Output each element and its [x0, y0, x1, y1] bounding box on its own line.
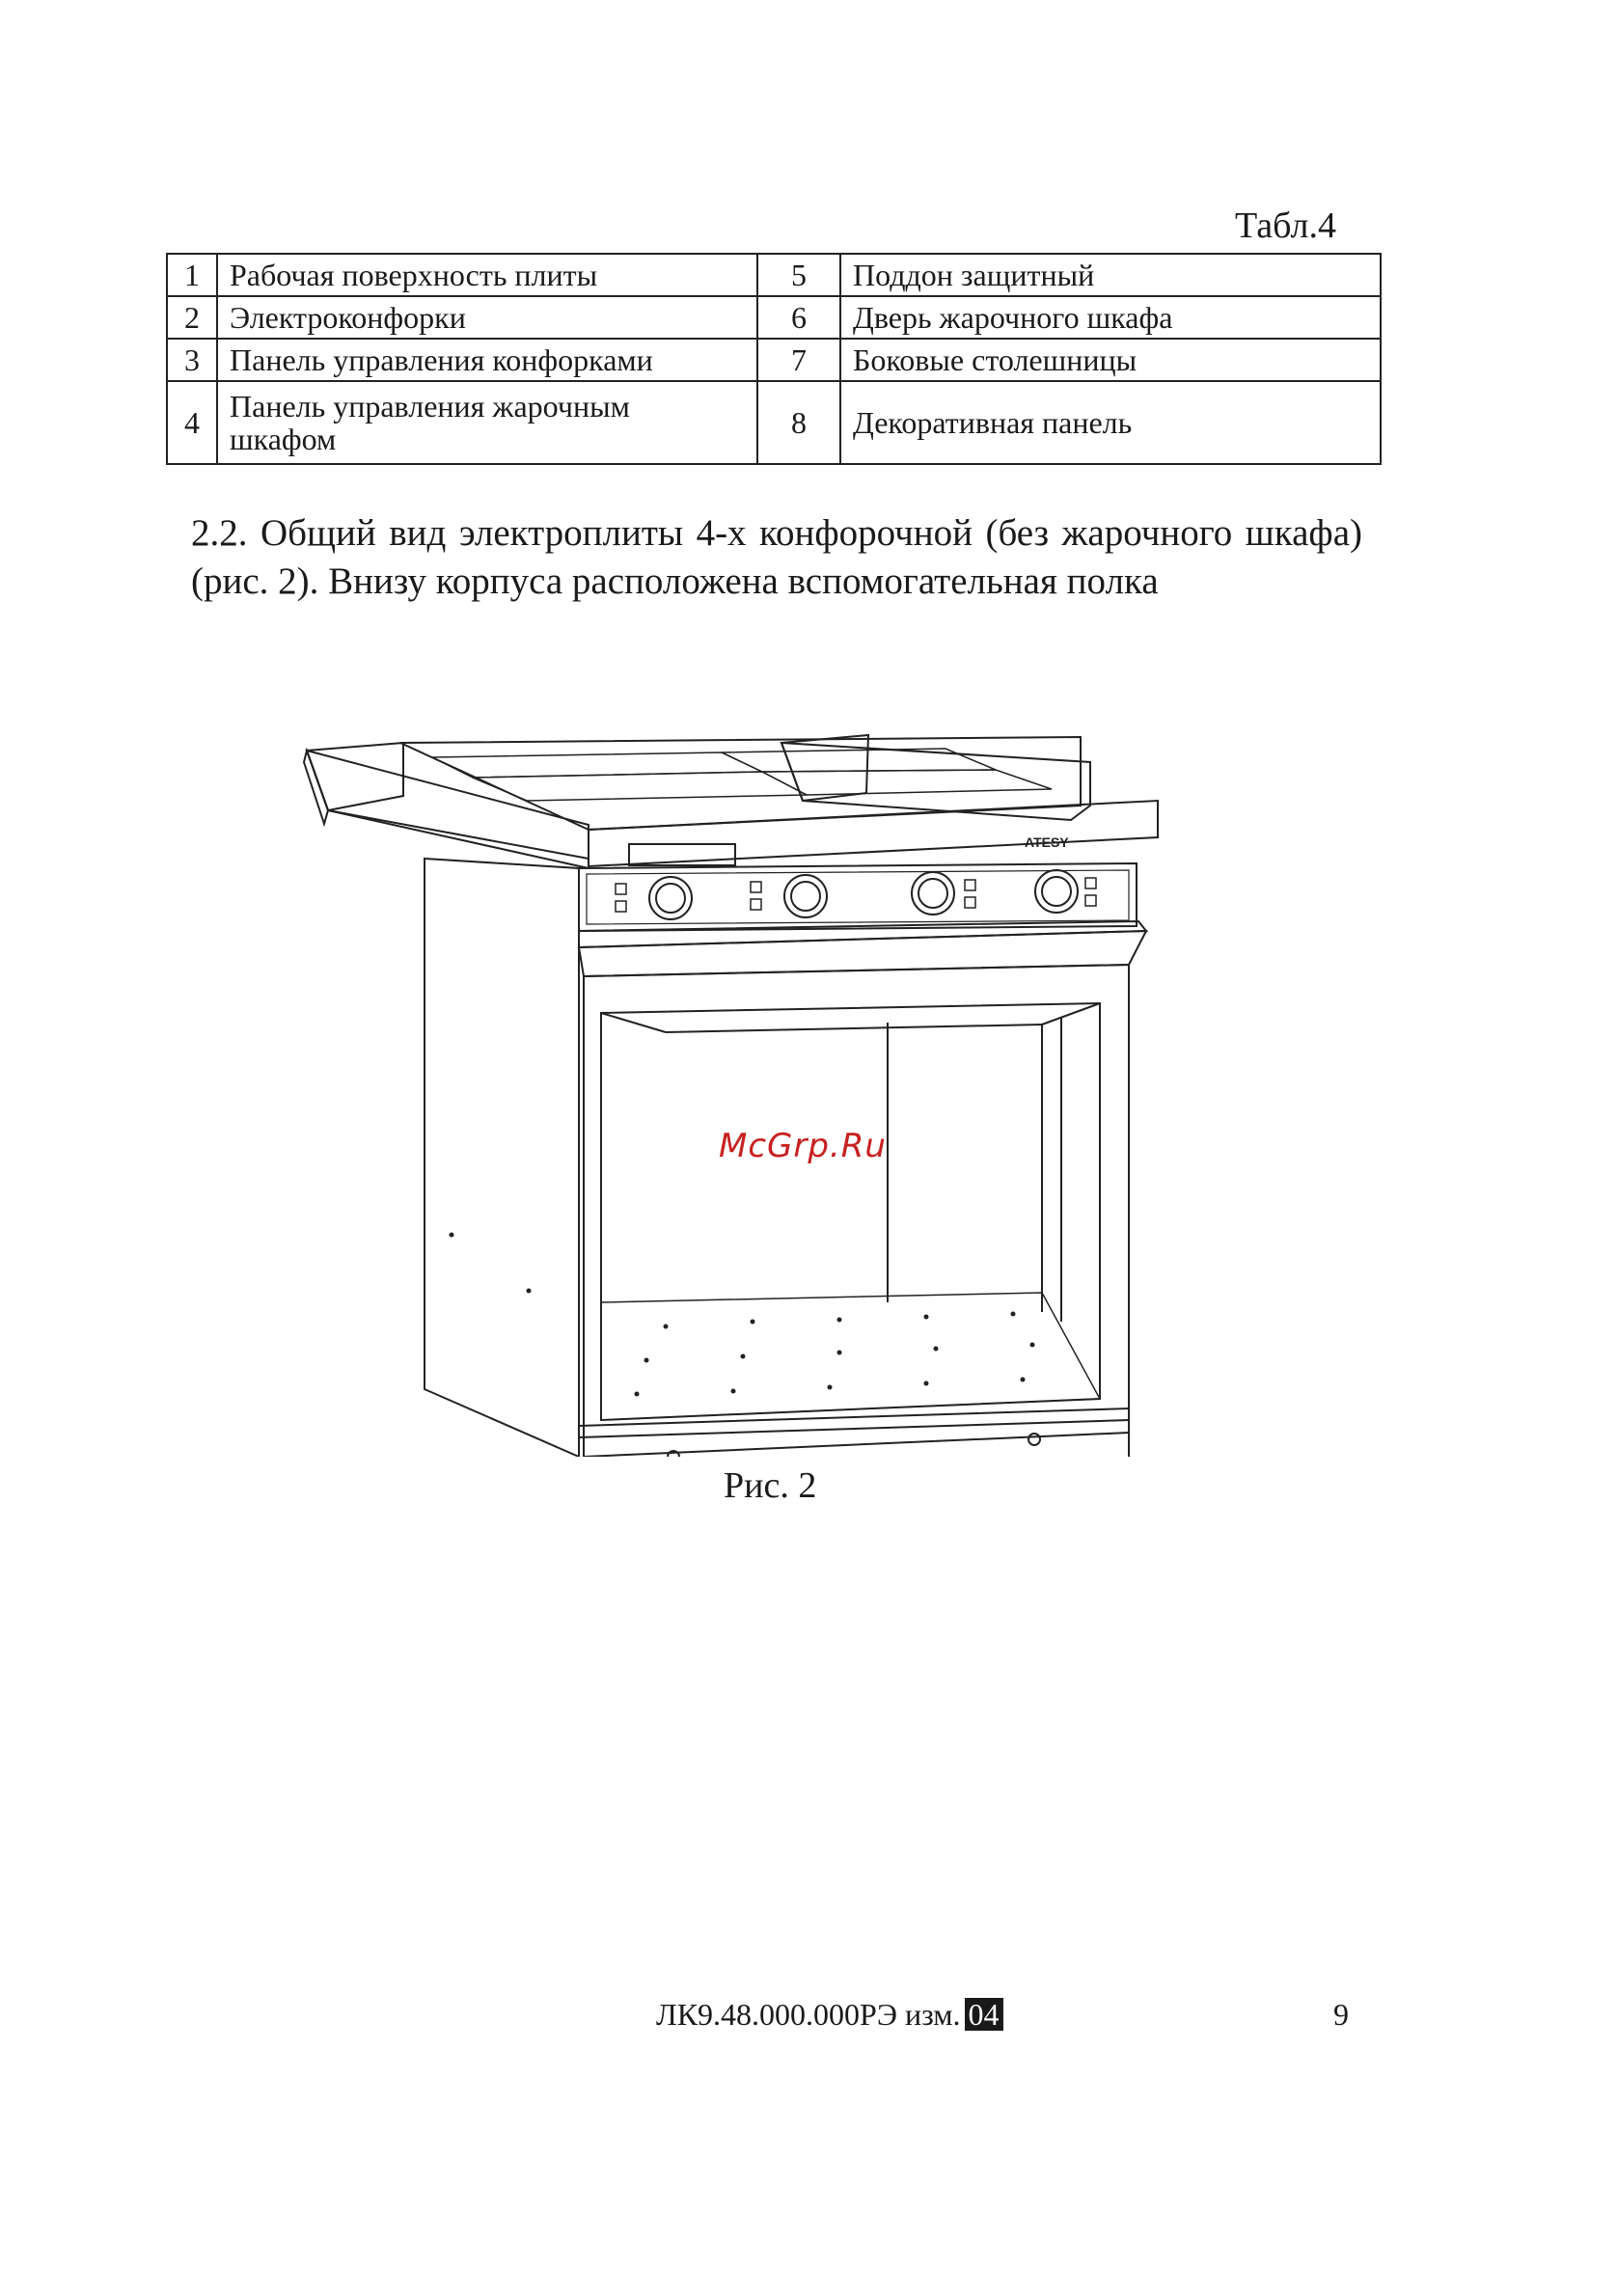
part-name: Дверь жарочного шкафа: [840, 296, 1381, 339]
control-knob: [912, 872, 954, 915]
tray-screw: [668, 1451, 679, 1457]
part-number: 3: [167, 339, 217, 381]
control-knob: [1035, 870, 1078, 913]
part-number: 4: [167, 381, 217, 464]
top-front-edge: [589, 801, 1158, 866]
table-row: [167, 296, 1381, 339]
part-name-line: шкафом: [230, 422, 337, 456]
watermark: McGrp.Ru: [719, 1127, 887, 1165]
stove-illustration: [289, 724, 1274, 1457]
revision-badge: 04: [965, 1998, 1003, 2031]
indicator-lamps: [616, 878, 1096, 912]
open-shelf-cavity: [601, 1003, 1100, 1420]
work-surface: [400, 737, 1081, 830]
table-caption: Табл.4: [1235, 205, 1336, 246]
part-number: 8: [757, 381, 840, 464]
document-code-text: ЛК9.48.000.000РЭ изм.: [656, 1997, 961, 2032]
control-knob: [649, 877, 692, 919]
table-row: [167, 381, 1381, 464]
front-frame: [584, 965, 1129, 1457]
table-row: [167, 254, 1381, 296]
part-name: Электроконфорки: [217, 296, 757, 339]
table-row: [167, 339, 1381, 381]
hotplate: [473, 772, 807, 801]
part-name: Декоративная панель: [840, 381, 1381, 464]
part-number: 7: [757, 339, 840, 381]
part-number: 1: [167, 254, 217, 296]
part-number: 6: [757, 296, 840, 339]
figure-caption: Рис. 2: [724, 1465, 817, 1506]
part-number: 2: [167, 296, 217, 339]
part-name: Рабочая поверхность плиты: [217, 254, 757, 296]
hotplate: [762, 770, 1052, 795]
hotplate: [722, 749, 996, 772]
left-side-table: [307, 743, 403, 810]
part-name: [217, 381, 757, 464]
intro-paragraph: 2.2. Общий вид электроплиты 4-х конфорочной (без жарочного шкафа) (рис. 2). Внизу корпуса расположена вспомогательная полка: [191, 512, 1362, 602]
brand-label: ATESY: [1025, 834, 1069, 850]
part-name-line: Панель управления жарочным: [230, 389, 630, 424]
side-panel: [425, 859, 579, 1457]
shelf-holes: [635, 1312, 1035, 1397]
parts-table: [166, 253, 1382, 465]
part-name: Поддон защитный: [840, 254, 1381, 296]
part-name: Боковые столешницы: [840, 339, 1381, 381]
document-code: [656, 1997, 1003, 2033]
auxiliary-shelf: [601, 1293, 1100, 1420]
page-number: 9: [1333, 1997, 1349, 2032]
tray-screw: [1028, 1434, 1040, 1445]
hotplate: [432, 752, 762, 778]
part-name: Панель управления конфорками: [217, 339, 757, 381]
protective-tray: [579, 1408, 1129, 1457]
control-knob: [784, 875, 827, 917]
part-number: 5: [757, 254, 840, 296]
